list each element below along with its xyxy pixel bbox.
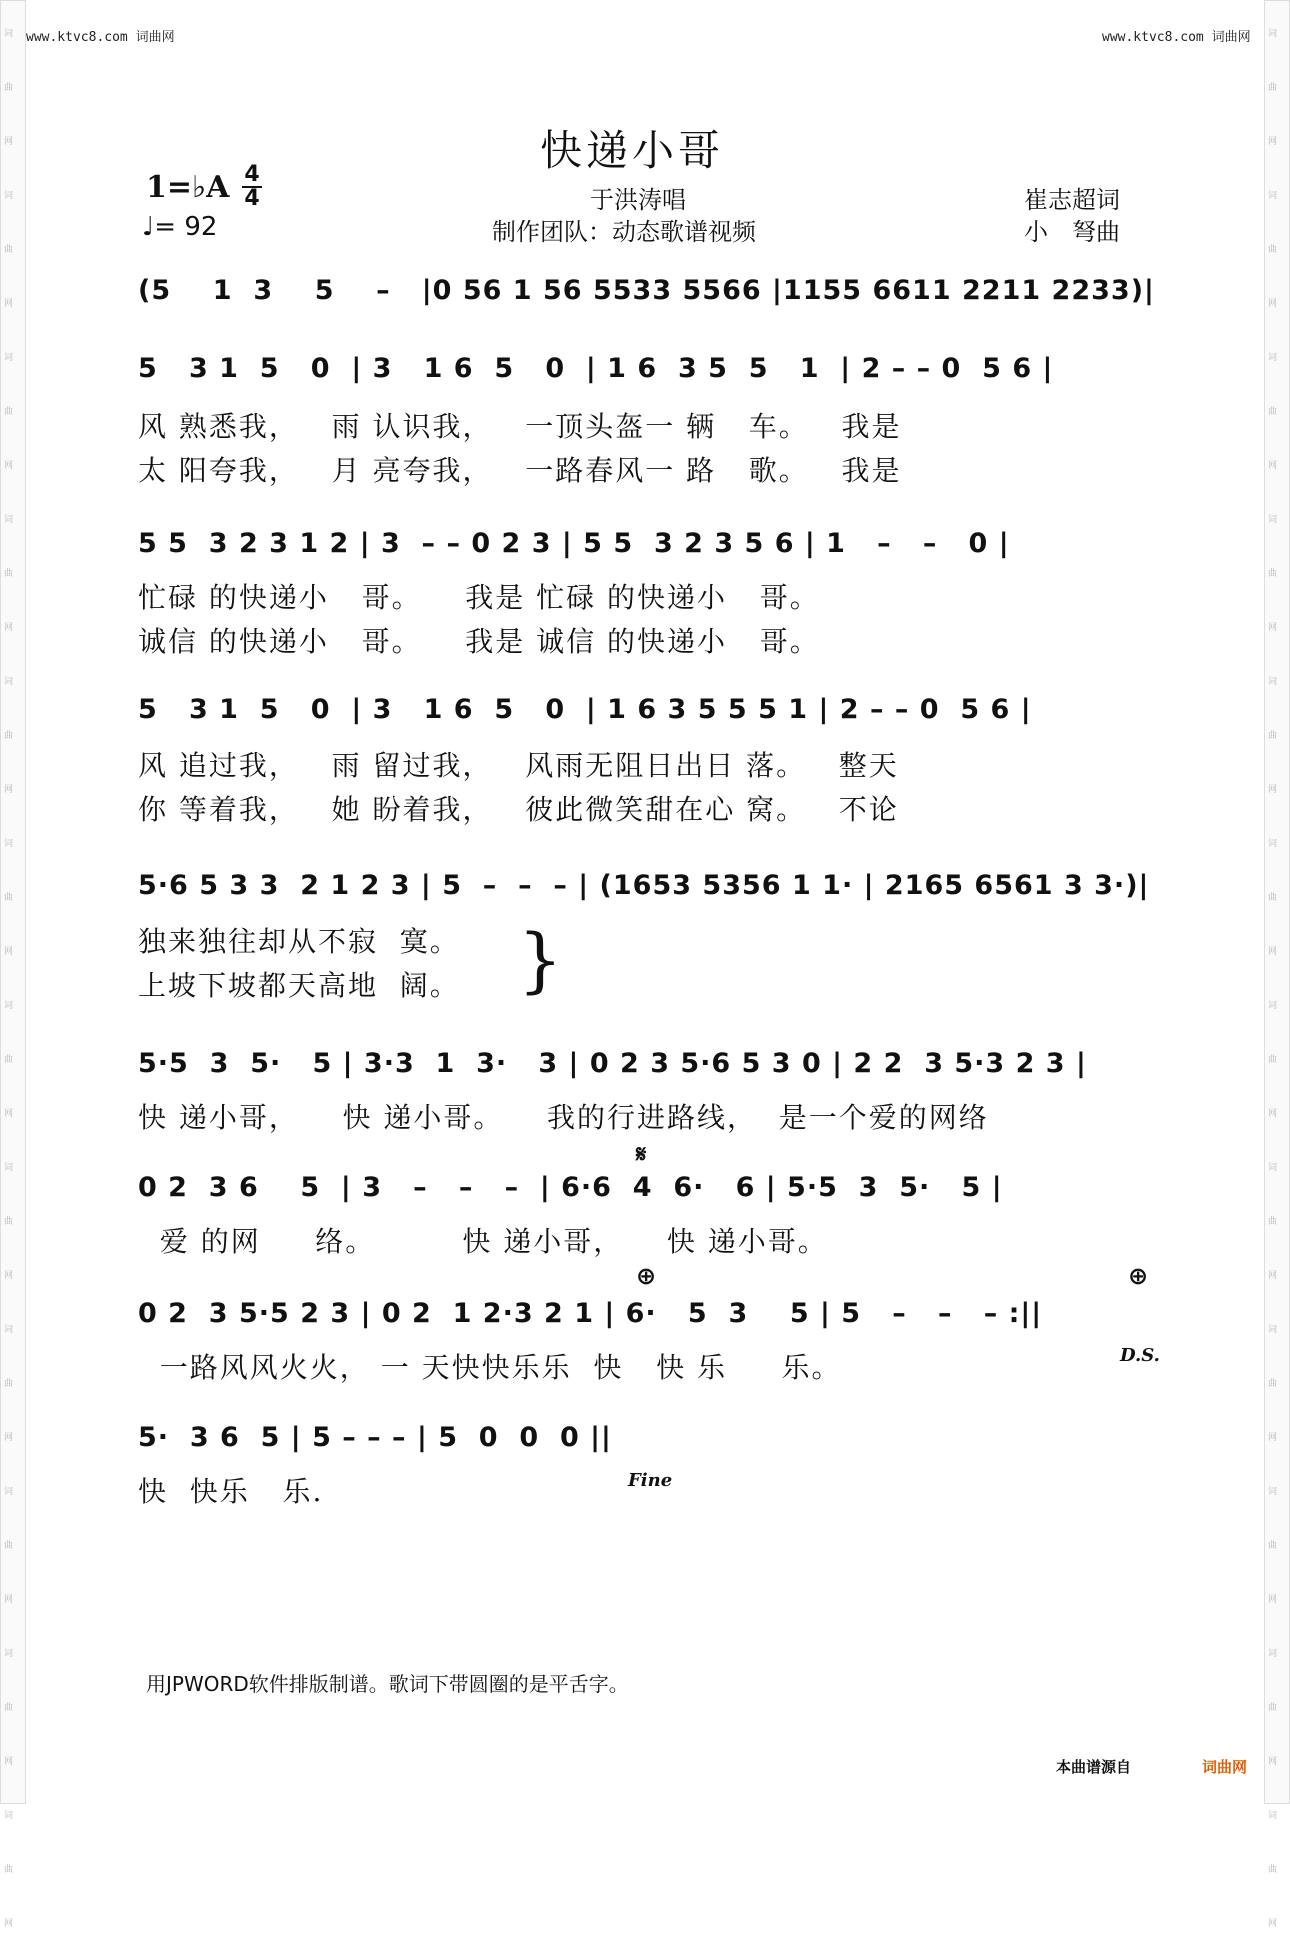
- watermark-char: 网: [1266, 1107, 1276, 1117]
- lyric-verse-1: 一路风风火火， 一 天快快乐乐 快 快 乐 乐。: [138, 1351, 842, 1384]
- composer-credit: 小 弩曲: [1024, 218, 1120, 246]
- watermark-char: 词: [1266, 351, 1276, 361]
- score-system-8: [138, 1298, 1150, 1384]
- watermark-char: 曲: [1266, 243, 1276, 253]
- watermark-char: 网: [1266, 1755, 1276, 1765]
- watermark-char: 网: [2, 1107, 12, 1117]
- notes-line: 5 5 3 2 3 1 2 | 3 – – 0 2 3 | 5 5 3 2 3 5 6 | 1 – – 0 |: [138, 528, 1010, 559]
- score-system-6: [138, 1048, 1150, 1134]
- watermark-char: 网: [1266, 621, 1276, 631]
- watermark-char: 网: [1266, 1269, 1276, 1279]
- watermark-char: 词: [1266, 513, 1276, 523]
- score-system-2: [138, 353, 1150, 487]
- watermark-char: 曲: [2, 567, 12, 577]
- watermark-char: 网: [1266, 297, 1276, 307]
- watermark-char: 曲: [2, 1215, 12, 1225]
- watermark-char: 网: [1266, 783, 1276, 793]
- singer-credit: 于洪涛唱: [590, 186, 686, 214]
- lyric-verse-2: 太 阳夸我， 月 亮夸我， 一路春风一 路 歌。 我是: [138, 454, 902, 487]
- watermark-char: 曲: [1266, 891, 1276, 901]
- lyric-verse-2: 诚信 的快递小 哥。 我是 诚信 的快递小 哥。: [138, 625, 820, 658]
- watermark-char: 词: [2, 189, 12, 199]
- watermark-char: 曲: [2, 1863, 12, 1873]
- watermark-char: 网: [1266, 945, 1276, 955]
- watermark-char: 网: [2, 1917, 12, 1927]
- lyric-verse-1: 快 递小哥， 快 递小哥。 我的行进路线， 是一个爱的网络: [138, 1101, 989, 1134]
- notes-line: 0 2 3 5·5 2 3 | 0 2 1 2·3 2 1 | 6· 5 3 5 | 5 – – – :||: [138, 1298, 1043, 1329]
- watermark-char: 网: [2, 297, 12, 307]
- watermark-char: 词: [1266, 189, 1276, 199]
- fine-marking: Fine: [628, 1470, 673, 1491]
- watermark-char: 词: [1266, 27, 1276, 37]
- watermark-char: 曲: [2, 243, 12, 253]
- watermark-char: 曲: [2, 1377, 12, 1387]
- watermark-char: 网: [2, 621, 12, 631]
- watermark-char: 词: [2, 1485, 12, 1495]
- score-system-3: [138, 528, 1150, 658]
- score-system-5: [138, 870, 1150, 1000]
- coda-icon: ⊕: [636, 1262, 657, 1290]
- watermark-char: 曲: [2, 1701, 12, 1711]
- watermark-char: 网: [2, 783, 12, 793]
- time-signature-bottom: 4: [244, 186, 260, 211]
- lyric-verse-1: 独来独往却从不寂 寞。: [138, 925, 460, 958]
- watermark-char: 曲: [2, 891, 12, 901]
- footer-note: 用JPWORD软件排版制谱。歌词下带圆圈的是平舌字。: [146, 1672, 629, 1696]
- coda-icon: ⊕: [1128, 1262, 1149, 1290]
- watermark-char: 曲: [2, 405, 12, 415]
- watermark-char: 词: [2, 1161, 12, 1171]
- notes-line: 0 2 3 6 5 | 3 – – – | 6·6 4 6· 6 | 5·5 3 5· 5 |: [138, 1172, 1003, 1203]
- watermark-char: 曲: [1266, 1863, 1276, 1873]
- watermark-char: 网: [1266, 1593, 1276, 1603]
- watermark-char: 词: [2, 675, 12, 685]
- watermark-char: 词: [1266, 837, 1276, 847]
- watermark-char: 词: [1266, 1485, 1276, 1495]
- lyric-verse-2: 你 等着我， 她 盼着我， 彼此微笑甜在心 窝。 不论: [138, 793, 899, 826]
- notes-line: 5·5 3 5· 5 | 3·3 1 3· 3 | 0 2 3 5·6 5 3 0 | 2 2 3 5·3 2 3 |: [138, 1048, 1087, 1079]
- watermark-char: 词: [1266, 1647, 1276, 1657]
- watermark-char: 曲: [1266, 729, 1276, 739]
- watermark-char: 曲: [2, 1053, 12, 1063]
- watermark-char: 曲: [1266, 405, 1276, 415]
- header-url-left[interactable]: www.ktvc8.com 词曲网: [26, 30, 175, 45]
- ds-marking: D.S.: [1120, 1345, 1160, 1366]
- watermark-char: 词: [2, 27, 12, 37]
- watermark-char: 曲: [1266, 1539, 1276, 1549]
- lyric-verse-1: 风 追过我， 雨 留过我， 风雨无阻日出日 落。 整天: [138, 749, 899, 782]
- watermark-char: 词: [1266, 1161, 1276, 1171]
- watermark-char: 词: [2, 1809, 12, 1819]
- watermark-char: 网: [1266, 1917, 1276, 1927]
- lyric-verse-1: 风 熟悉我， 雨 认识我， 一顶头盔一 辆 车。 我是: [138, 410, 902, 443]
- brand-link[interactable]: 词曲网: [1202, 1758, 1248, 1776]
- score-system-4: [138, 694, 1150, 824]
- watermark-char: 网: [1266, 459, 1276, 469]
- watermark-char: 网: [2, 1431, 12, 1441]
- lyric-verse-1: 快 快乐 乐.: [138, 1475, 324, 1508]
- header-url-right[interactable]: www.ktvc8.com 词曲网: [1102, 30, 1251, 45]
- watermark-char: 词: [2, 1323, 12, 1333]
- watermark-char: 词: [2, 1647, 12, 1657]
- watermark-char: 曲: [2, 81, 12, 91]
- notes-line: (5 1 3 5 – |0 56 1 56 5533 5566 |1155 6611 2211 2233)|: [138, 275, 1155, 306]
- watermark-char: 网: [1266, 135, 1276, 145]
- notes-line: 5· 3 6 5 | 5 – – – | 5 0 0 0 ||: [138, 1422, 612, 1453]
- watermark-char: 网: [2, 945, 12, 955]
- watermark-char: 词: [1266, 999, 1276, 1009]
- notes-line: 5·6 5 3 3 2 1 2 3 | 5 – – – | (1653 5356 1 1· | 2165 6561 3 3·)|: [138, 870, 1150, 901]
- watermark-char: 词: [1266, 1809, 1276, 1819]
- notes-line: 5 3 1 5 0 | 3 1 6 5 0 | 1 6 3 5 5 1 | 2 – – 0 5 6 |: [138, 353, 1054, 384]
- lyric-verse-1: 忙碌 的快递小 哥。 我是 忙碌 的快递小 哥。: [138, 581, 820, 614]
- score-system-7: [138, 1172, 1150, 1258]
- song-title: 快递小哥: [540, 126, 725, 175]
- notes-line: 5 3 1 5 0 | 3 1 6 5 0 | 1 6 3 5 5 5 1 | 2 – – 0 5 6 |: [138, 694, 1032, 725]
- watermark-char: 词: [2, 999, 12, 1009]
- watermark-char: 网: [1266, 1431, 1276, 1441]
- watermark-char: 曲: [1266, 567, 1276, 577]
- watermark-char: 曲: [1266, 81, 1276, 91]
- watermark-char: 曲: [2, 1539, 12, 1549]
- watermark-char: 曲: [1266, 1053, 1276, 1063]
- lyric-verse-1: 爱 的网 络。 快 递小哥， 快 递小哥。: [138, 1225, 828, 1258]
- watermark-char: 曲: [2, 729, 12, 739]
- key-signature: 1=♭A: [146, 170, 230, 205]
- watermark-char: 词: [2, 513, 12, 523]
- team-credit: 制作团队：动态歌谱视频: [492, 218, 756, 246]
- watermark-char: 词: [1266, 675, 1276, 685]
- watermark-char: 词: [2, 837, 12, 847]
- left-watermark-strip: [0, 0, 26, 1927]
- verse-brace: }: [518, 919, 563, 1001]
- watermark-char: 曲: [1266, 1215, 1276, 1225]
- watermark-char: 网: [2, 459, 12, 469]
- lyric-verse-2: 上坡下坡都天高地 阔。: [138, 969, 460, 1002]
- watermark-char: 网: [2, 1269, 12, 1279]
- watermark-char: 词: [2, 351, 12, 361]
- watermark-char: 网: [2, 1593, 12, 1603]
- tempo-marking: ♩= 92: [142, 212, 218, 242]
- watermark-char: 词: [1266, 1323, 1276, 1333]
- time-signature: [242, 164, 262, 210]
- watermark-char: 网: [2, 1755, 12, 1765]
- segno-icon: 𝄋: [636, 1140, 647, 1168]
- lyricist-credit: 崔志超词: [1024, 186, 1120, 214]
- watermark-char: 曲: [1266, 1701, 1276, 1711]
- score-system-1: [138, 275, 1155, 335]
- watermark-char: 网: [2, 135, 12, 145]
- source-label: 本曲谱源自: [1056, 1758, 1132, 1776]
- time-signature-top: 4: [244, 162, 260, 187]
- right-watermark-strip: [1264, 0, 1290, 1927]
- watermark-char: 曲: [1266, 1377, 1276, 1387]
